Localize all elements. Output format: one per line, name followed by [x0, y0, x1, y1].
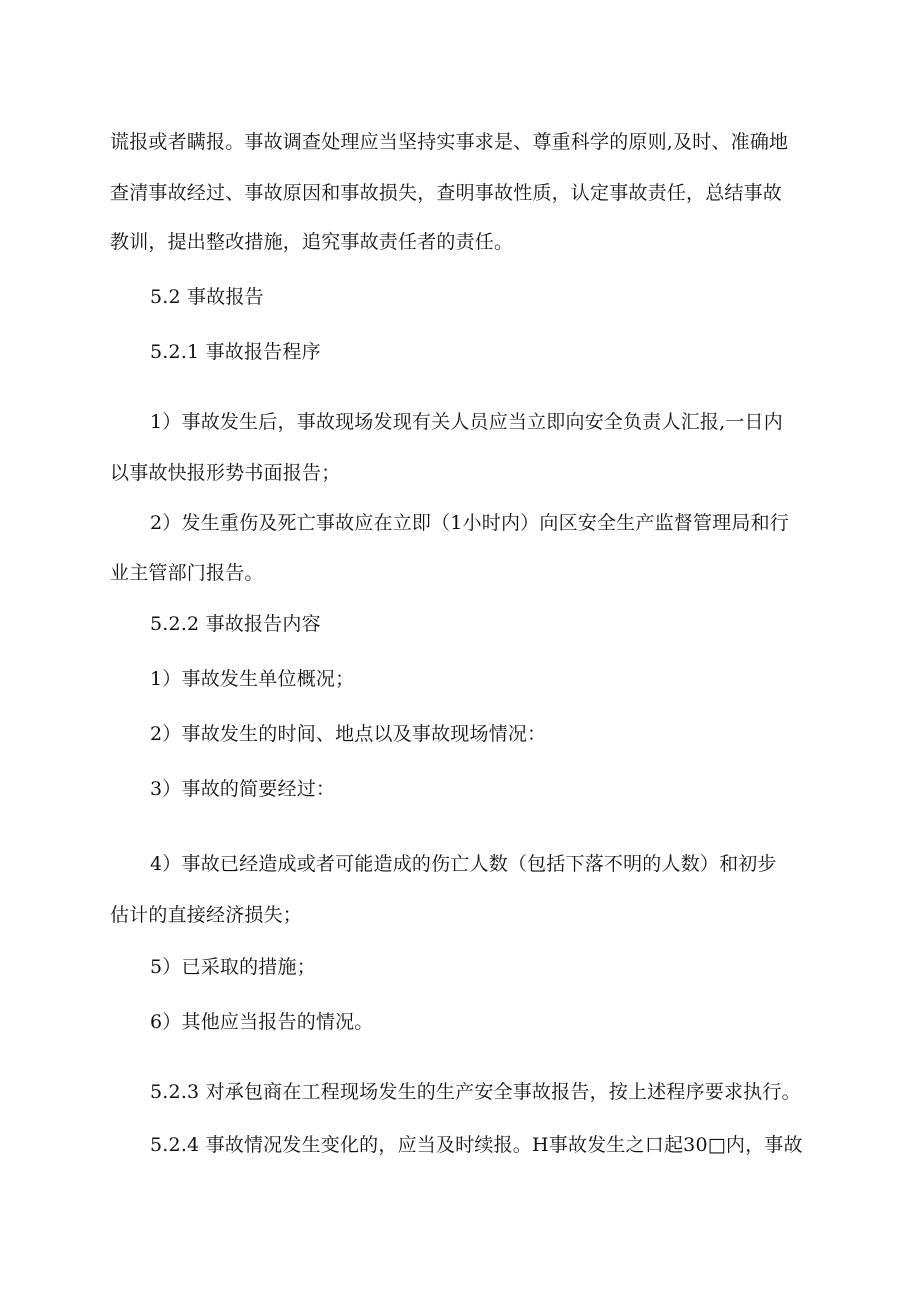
intro-line-3: 教训，提出整改措施，追究事故责任者的责任。: [110, 231, 514, 253]
content-item-4-line-1: 4）事故已经造成或者可能造成的伤亡人数（包括下落不明的人数）和初步: [150, 853, 777, 875]
content-item-4-line-2: 估计的直接经济损失；: [110, 904, 303, 926]
paragraph-5-2-4: 5.2.4 事故情况发生变化的，应当及时续报。H事故发生之口起30□内，事故: [150, 1134, 803, 1156]
heading-5-2-1: 5.2.1 事故报告程序: [150, 341, 321, 363]
heading-5-2-2: 5.2.2 事故报告内容: [150, 613, 321, 635]
heading-5-2: 5.2 事故报告: [150, 286, 264, 308]
content-item-3: 3）事故的简要经过：: [150, 778, 336, 800]
procedure-2-line-1: 2）发生重伤及死亡事故应在立即（1小时内）向区安全生产监督管理局和行: [150, 512, 789, 534]
procedure-2-line-2: 业主管部门报告。: [110, 562, 264, 584]
content-item-1: 1）事故发生单位概况；: [150, 668, 355, 690]
content-item-6: 6）其他应当报告的情况。: [150, 1011, 374, 1033]
intro-line-1: 谎报或者瞒报。事故调查处理应当坚持实事求是、尊重科学的原则,及时、准确地: [110, 131, 789, 153]
content-item-2: 2）事故发生的时间、地点以及事故现场情况：: [150, 723, 547, 745]
intro-line-2: 查清事故经过、事故原因和事故损失，查明事故性质，认定事故责任，总结事故: [110, 182, 783, 204]
content-item-5: 5）已采取的措施；: [150, 956, 316, 978]
paragraph-5-2-3: 5.2.3 对承包商在工程现场发生的生产安全事故报告，按上述程序要求执行。: [150, 1081, 801, 1103]
procedure-1-line-1: 1）事故发生后，事故现场发现有关人员应当立即向安全负责人汇报,一日内: [150, 411, 783, 433]
procedure-1-line-2: 以事故快报形势书面报告；: [110, 462, 341, 484]
